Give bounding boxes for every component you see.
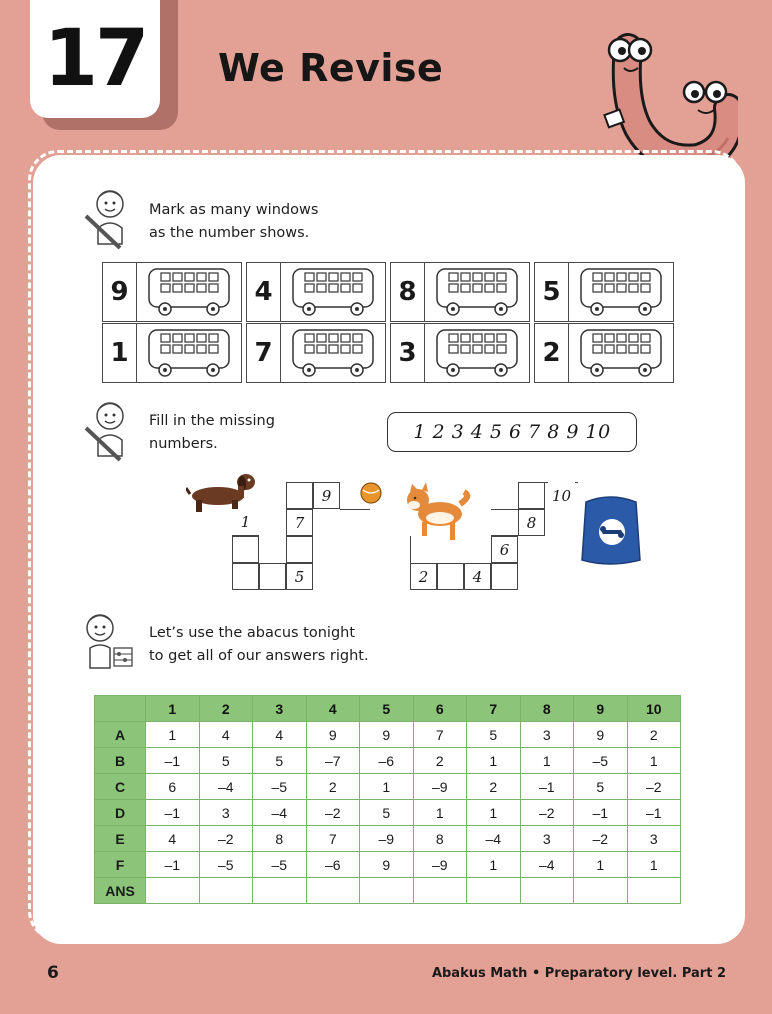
stair-cell: 6 <box>491 536 518 563</box>
bus-card-number: 1 <box>103 324 137 382</box>
table-cell: –7 <box>306 748 360 774</box>
table-cell: –1 <box>520 774 574 800</box>
table-cell: 2 <box>467 774 521 800</box>
table-cell: –5 <box>574 748 628 774</box>
table-cell: 8 <box>413 826 467 852</box>
table-row <box>95 774 681 800</box>
table-cell: 3 <box>520 826 574 852</box>
page-title: We Revise <box>218 46 444 90</box>
table-cell: –2 <box>199 826 253 852</box>
bus-icon <box>289 328 379 380</box>
column-header: 7 <box>467 696 521 722</box>
table-cell: –1 <box>146 748 200 774</box>
column-header: 2 <box>199 696 253 722</box>
table-cell: 1 <box>467 748 521 774</box>
task2-instruction <box>149 410 275 456</box>
bus-card[interactable] <box>390 262 530 322</box>
bus-card[interactable] <box>534 262 674 322</box>
stair-cell: 4 <box>464 563 491 590</box>
answer-input-cell[interactable] <box>627 878 681 904</box>
table-cell: 1 <box>627 852 681 878</box>
dachshund-dog-illustration <box>186 464 258 514</box>
bus-card-number: 2 <box>535 324 569 382</box>
table-cell: 7 <box>306 826 360 852</box>
stair-cell: 10 <box>548 482 575 509</box>
row-label: E <box>95 826 146 852</box>
stair-cell <box>491 509 518 536</box>
stair-cell: 2 <box>410 563 437 590</box>
table-cell: 1 <box>467 800 521 826</box>
column-header: 8 <box>520 696 574 722</box>
answer-input-cell[interactable] <box>253 878 307 904</box>
table-cell: 1 <box>360 774 414 800</box>
table-cell: 1 <box>574 852 628 878</box>
table-cell: 5 <box>360 800 414 826</box>
task3-instruction-line1: Let’s use the abacus tonight <box>149 625 356 641</box>
table-cell: 7 <box>413 722 467 748</box>
page-number: 6 <box>47 963 59 983</box>
row-label: F <box>95 852 146 878</box>
table-header-row <box>95 696 681 722</box>
table-cell: –4 <box>253 800 307 826</box>
stair-cell[interactable] <box>259 563 286 590</box>
table-cell: 2 <box>306 774 360 800</box>
table-cell: –1 <box>146 800 200 826</box>
table-cell: –5 <box>253 852 307 878</box>
stair-cell[interactable] <box>232 536 259 563</box>
table-cell: 9 <box>360 722 414 748</box>
answer-row <box>95 878 681 904</box>
table-cell: –1 <box>574 800 628 826</box>
task1-instruction <box>149 199 318 245</box>
boy-with-pencil-icon <box>80 400 130 462</box>
bus-card-number: 7 <box>247 324 281 382</box>
bus-card[interactable] <box>246 262 386 322</box>
table-row <box>95 826 681 852</box>
stair-cell: 9 <box>313 482 340 509</box>
stair-cell[interactable] <box>286 536 313 563</box>
answer-input-cell[interactable] <box>360 878 414 904</box>
table-cell: 5 <box>467 722 521 748</box>
bus-card[interactable] <box>246 323 386 383</box>
table-cell: 1 <box>520 748 574 774</box>
number-sequence-box: 1 2 3 4 5 6 7 8 9 10 <box>387 412 637 452</box>
column-header: 9 <box>574 696 628 722</box>
table-cell: 1 <box>627 748 681 774</box>
table-cell: 2 <box>413 748 467 774</box>
bus-card-number: 9 <box>103 263 137 321</box>
table-cell: 2 <box>627 722 681 748</box>
table-cell: 4 <box>199 722 253 748</box>
stair-cell <box>410 536 437 563</box>
column-header: 5 <box>360 696 414 722</box>
lesson-number-box <box>30 0 160 118</box>
column-header: 1 <box>146 696 200 722</box>
stair-cell[interactable] <box>286 482 313 509</box>
worm-mascot-illustration <box>598 28 738 168</box>
bus-card-number: 3 <box>391 324 425 382</box>
boy-with-pencil-icon <box>80 188 130 250</box>
table-cell: 9 <box>360 852 414 878</box>
table-cell: –2 <box>627 774 681 800</box>
table-cell: 3 <box>199 800 253 826</box>
table-row <box>95 852 681 878</box>
stair-line <box>340 509 370 510</box>
table-cell: 4 <box>146 826 200 852</box>
task1-instruction-line2: as the number shows. <box>149 225 310 241</box>
table-cell: 4 <box>253 722 307 748</box>
column-header: 4 <box>306 696 360 722</box>
table-cell: 5 <box>199 748 253 774</box>
bus-icon <box>145 267 235 319</box>
bus-icon <box>289 267 379 319</box>
task3-instruction <box>149 622 369 668</box>
row-label: B <box>95 748 146 774</box>
table-cell: 6 <box>146 774 200 800</box>
stair-cell: 1 <box>232 509 259 536</box>
table-cell: 1 <box>146 722 200 748</box>
answer-input-cell[interactable] <box>520 878 574 904</box>
row-label: C <box>95 774 146 800</box>
answer-row-label: ANS <box>95 878 146 904</box>
table-cell: 1 <box>467 852 521 878</box>
column-header: 10 <box>627 696 681 722</box>
table-cell: 1 <box>413 800 467 826</box>
task1-instruction-line1: Mark as many windows <box>149 202 319 218</box>
table-cell: –5 <box>253 774 307 800</box>
table-cell: –2 <box>306 800 360 826</box>
book-title-footer: Abakus Math • Preparatory level. Part 2 <box>431 966 726 981</box>
abacus-exercise-table <box>94 695 681 904</box>
task2-instruction-line1: Fill in the missing <box>149 413 275 429</box>
bus-card-number: 5 <box>535 263 569 321</box>
table-row <box>95 722 681 748</box>
stair-cell[interactable] <box>437 563 464 590</box>
table-corner-cell <box>95 696 146 722</box>
column-header: 6 <box>413 696 467 722</box>
answer-input-cell[interactable] <box>413 878 467 904</box>
table-cell: –5 <box>199 852 253 878</box>
answer-input-cell[interactable] <box>146 878 200 904</box>
table-cell: 5 <box>253 748 307 774</box>
answer-input-cell[interactable] <box>574 878 628 904</box>
table-cell: –9 <box>360 826 414 852</box>
table-cell: 9 <box>574 722 628 748</box>
table-cell: 8 <box>253 826 307 852</box>
ball-icon <box>360 482 382 504</box>
stair-cell[interactable] <box>232 563 259 590</box>
bus-card[interactable] <box>102 323 242 383</box>
table-cell: 3 <box>627 826 681 852</box>
table-cell: –4 <box>199 774 253 800</box>
table-cell: –2 <box>574 826 628 852</box>
table-body <box>95 722 681 904</box>
row-label: A <box>95 722 146 748</box>
bus-icon <box>145 328 235 380</box>
stair-cell: 5 <box>286 563 313 590</box>
stair-cell: 7 <box>286 509 313 536</box>
column-header: 3 <box>253 696 307 722</box>
table-cell: –6 <box>306 852 360 878</box>
table-cell: 9 <box>306 722 360 748</box>
answer-input-cell[interactable] <box>199 878 253 904</box>
bus-card[interactable] <box>534 323 674 383</box>
table-cell: 3 <box>520 722 574 748</box>
bus-icon <box>433 267 523 319</box>
bus-card-number: 8 <box>391 263 425 321</box>
table-cell: –1 <box>627 800 681 826</box>
table-cell: –1 <box>146 852 200 878</box>
table-cell: –9 <box>413 852 467 878</box>
task3-instruction-line2: to get all of our answers right. <box>149 648 369 664</box>
bus-icon <box>433 328 523 380</box>
bus-card[interactable] <box>390 323 530 383</box>
shiba-dog-illustration <box>404 482 472 544</box>
table-cell: –4 <box>520 852 574 878</box>
answer-input-cell[interactable] <box>467 878 521 904</box>
bus-card[interactable] <box>102 262 242 322</box>
dog-food-bag-illustration <box>580 494 642 566</box>
bus-icon <box>577 328 667 380</box>
stair-cell: 8 <box>518 509 545 536</box>
answer-input-cell[interactable] <box>306 878 360 904</box>
boy-with-abacus-icon <box>78 612 136 672</box>
bus-card-number: 4 <box>247 263 281 321</box>
table-cell: –4 <box>467 826 521 852</box>
lesson-number: 17 <box>43 14 147 104</box>
table-cell: –9 <box>413 774 467 800</box>
table-row <box>95 800 681 826</box>
table-row <box>95 748 681 774</box>
bus-icon <box>577 267 667 319</box>
table-cell: –2 <box>520 800 574 826</box>
stair-cell[interactable] <box>491 563 518 590</box>
row-label: D <box>95 800 146 826</box>
task2-instruction-line2: numbers. <box>149 436 218 452</box>
stair-cell[interactable] <box>518 482 545 509</box>
table-cell: –6 <box>360 748 414 774</box>
table-cell: 5 <box>574 774 628 800</box>
